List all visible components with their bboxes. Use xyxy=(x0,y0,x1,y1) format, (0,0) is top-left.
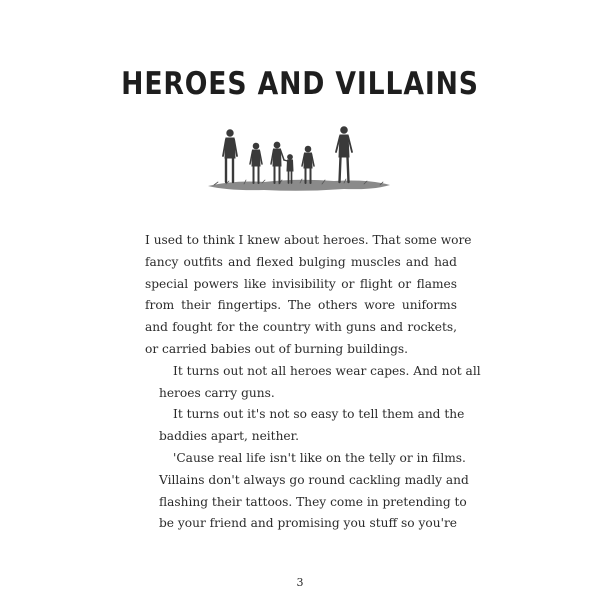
group-of-figures-silhouette-icon xyxy=(204,124,394,194)
text-line: Villains don't always go round cackling madly and xyxy=(159,472,469,487)
text-line: flashing their tattoos. They come in pretending to xyxy=(159,494,467,509)
text-line: fancy outfits and flexed bulging muscles and had xyxy=(145,254,457,269)
text-line: special powers like invisibility or flight or flames xyxy=(145,276,457,291)
text-line: 'Cause real life isn't like on the telly or in films. xyxy=(173,450,466,465)
text-line: be your friend and promising you stuff so you're xyxy=(159,516,457,531)
text-line: from their fingertips. The others wore uniforms xyxy=(145,298,457,313)
paragraph-2 xyxy=(145,361,481,405)
text-line: It turns out not all heroes wear capes. And not all xyxy=(173,363,481,378)
page-number: 3 xyxy=(296,576,304,589)
text-line: heroes carry guns. xyxy=(159,385,275,400)
chapter-title: HEROES AND VILLAINS xyxy=(121,66,479,102)
text-line: and fought for the country with guns and rockets, xyxy=(145,320,457,335)
paragraph-4 xyxy=(145,448,469,535)
paragraph-1 xyxy=(145,230,472,361)
paragraph-3 xyxy=(145,404,465,448)
body-text xyxy=(145,230,481,535)
text-line: I used to think I knew about heroes. That some wore xyxy=(145,233,472,247)
text-line: It turns out it's not so easy to tell them and the xyxy=(173,407,465,422)
text-line: baddies apart, neither. xyxy=(159,429,299,444)
text-line: or carried babies out of burning buildings. xyxy=(145,341,409,356)
